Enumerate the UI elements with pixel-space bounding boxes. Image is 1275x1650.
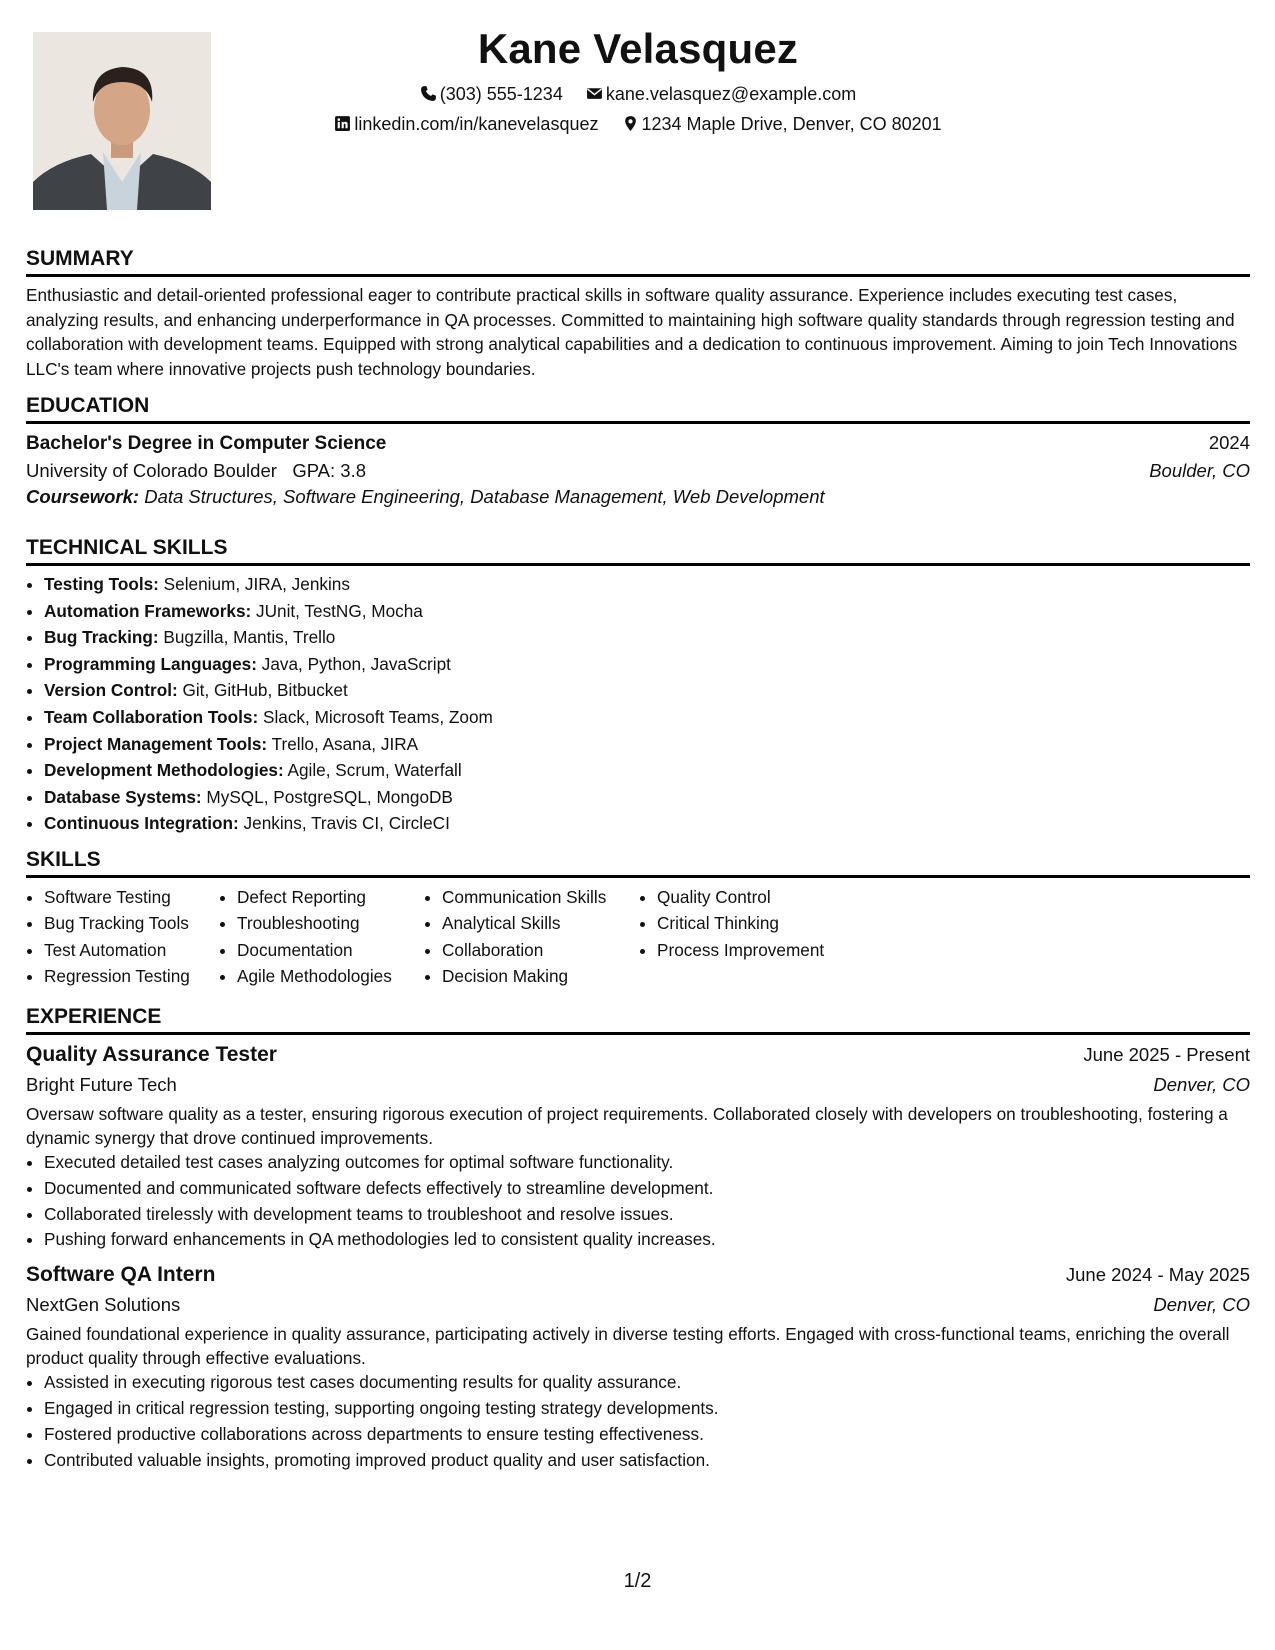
list-item [44,704,1250,731]
list-item: • Process Improvement [657,937,867,963]
job-bullets [26,1150,1250,1253]
list-item: • Defect Reporting [237,884,424,910]
list-item: • Executed detailed test cases analyzing outcomes for optimal software functionality. [44,1150,1250,1176]
gpa: GPA: 3.8 [292,460,367,481]
list-item: • Critical Thinking [657,910,867,936]
candidate-name: Kane Velasquez [477,25,799,72]
school-name: University of Colorado Boulder [26,460,277,481]
skill-label: Development Methodologies: [44,760,284,781]
education-section [26,393,1250,512]
list-item [44,784,1250,811]
coursework [26,482,1250,512]
skill-label: Project Management Tools: [44,733,268,754]
list-item [44,810,1250,837]
skill-label: Programming Languages: [44,653,257,674]
skill-value: MySQL, PostgreSQL, MongoDB [206,786,453,807]
summary-section [26,246,1250,381]
company-name: NextGen Solutions [26,1294,181,1316]
skill-label: Version Control: [44,680,178,701]
list-item: • Bug Tracking Tools [44,910,219,936]
technical-skills-list [26,571,1250,837]
job-location: Denver, CO [1153,1294,1250,1316]
skill-value: Agile, Scrum, Waterfall [287,760,462,781]
list-item: • Contributed valuable insights, promoting improved product quality and user satisfaction. [44,1448,1250,1474]
job-entry [26,1263,1250,1473]
list-item: • Assisted in executing rigorous test cases documenting results for quality assurance. [44,1370,1250,1396]
phone-text: (303) 555-1234 [439,84,563,104]
resume-header [26,22,1250,136]
job-header [26,1263,1250,1287]
skills-column-4 [639,884,867,990]
skill-value: Selenium, JIRA, Jenkins [163,574,350,594]
skill-value: Slack, Microsoft Teams, Zoom [263,706,493,727]
skill-label: Bug Tracking: [44,627,159,648]
skill-label: Database Systems: [44,786,202,807]
list-item: • Collaboration [442,937,639,963]
list-item: • Pushing forward enhancements in QA methodologies led to consistent quality increases. [44,1227,1250,1253]
job-subheader [26,1074,1250,1096]
address-text: 1234 Maple Drive, Denver, CO 80201 [641,114,942,134]
degree-title: Bachelor's Degree in Computer Science [26,433,387,454]
skill-value: Bugzilla, Mantis, Trello [163,627,336,648]
experience-section [26,1004,1250,1473]
education-row-2 [26,460,1250,482]
list-item: • Decision Making [442,963,639,989]
skills-heading: SKILLS [26,847,1250,878]
job-title: Software QA Intern [26,1263,216,1287]
linkedin-icon [334,115,351,132]
skills-column-1 [26,884,219,990]
graduation-year: 2024 [1208,432,1250,453]
skills-column-3 [424,884,639,990]
envelope-icon [586,85,603,102]
email-contact[interactable] [586,82,856,106]
list-item [44,651,1250,678]
list-item: • Quality Control [657,884,867,910]
job-header [26,1043,1250,1067]
skill-value: Java, Python, JavaScript [261,653,451,674]
skills-grid [26,884,1250,990]
job-subheader [26,1294,1250,1316]
skill-label: Team Collaboration Tools: [44,706,259,727]
skill-value: JUnit, TestNG, Mocha [256,600,423,621]
address-contact [622,112,942,136]
skill-label: Testing Tools: [44,574,159,594]
list-item: • Regression Testing [44,963,219,989]
job-entry [26,1043,1250,1253]
list-item: • Engaged in critical regression testing, supporting ongoing testing strategy developments. [44,1396,1250,1422]
contact-line-2 [26,112,1250,136]
list-item: • Test Automation [44,937,219,963]
map-pin-icon [622,115,639,132]
list-item [44,731,1250,758]
skill-label: Continuous Integration: [44,813,239,834]
list-item: • Communication Skills [442,884,639,910]
linkedin-text[interactable]: linkedin.com/in/kanevelasquez [354,114,599,134]
technical-skills-heading: TECHNICAL SKILLS [26,535,1250,566]
job-dates: June 2024 - May 2025 [1065,1264,1250,1286]
experience-heading: EXPERIENCE [26,1004,1250,1035]
list-item: • Agile Methodologies [237,963,424,989]
skill-label: Automation Frameworks: [44,600,252,621]
job-description: Oversaw software quality as a tester, ensuring rigorous execution of project requirements. Collaborated closely with developers on troubleshooting, fostering a dynamic synergy that drove continued improvements. [26,1104,1228,1148]
education-row-1 [26,432,1250,455]
skill-value: Trello, Asana, JIRA [271,733,419,754]
phone-icon [420,85,437,102]
contact-line-1 [26,82,1250,106]
list-item: • Documentation [237,937,424,963]
list-item: • Analytical Skills [442,910,639,936]
phone-contact [420,82,563,106]
skill-value: Git, GitHub, Bitbucket [182,680,348,701]
summary-heading: SUMMARY [26,246,1250,277]
page-number: 1/2 [623,1570,652,1592]
coursework-label: Coursework: [26,486,140,507]
list-item: • Documented and communicated software defects effectively to streamline development. [44,1176,1250,1202]
job-title: Quality Assurance Tester [26,1043,277,1066]
skills-section [26,847,1250,990]
school-location: Boulder, CO [1149,460,1250,481]
school-info [26,460,366,482]
job-location: Denver, CO [1153,1074,1250,1095]
list-item: • Troubleshooting [237,910,424,936]
list-item: • Fostered productive collaborations across departments to ensure testing effectiveness. [44,1422,1250,1448]
skill-value: Jenkins, Travis CI, CircleCI [243,813,450,834]
list-item [44,757,1250,784]
summary-text: Enthusiastic and detail-oriented professional eager to contribute practical skills in software quality assurance. Experience includes executing test cases, analyzing results, and enhancing underperformance in QA processes. Committed to maintaining high software quality standards through regression testing and collaboration with development teams. Equipped with strong analytical capabilities and a dedication to continuous improvement. Aiming to join Tech Innovations LLC's team where innovative projects push technology boundaries. [26,285,1238,379]
list-item [44,677,1250,704]
list-item: • Software Testing [44,884,219,910]
job-bullets [26,1370,1250,1473]
list-item [44,571,1250,598]
email-text[interactable]: kane.velasquez@example.com [605,84,857,104]
technical-skills-section [26,535,1250,837]
skills-column-2 [219,884,424,990]
education-heading: EDUCATION [26,393,1250,424]
job-dates: June 2025 - Present [1083,1044,1250,1065]
list-item [44,624,1250,651]
company-name: Bright Future Tech [26,1074,177,1095]
job-description: Gained foundational experience in quality assurance, participating actively in diverse testing efforts. Engaged with cross-functional teams, enriching the overall product quality through effective evaluations. [26,1324,1230,1369]
list-item: • Collaborated tirelessly with development teams to troubleshoot and resolve issues. [44,1202,1250,1228]
linkedin-contact[interactable] [334,112,598,136]
list-item [44,598,1250,625]
coursework-list: Data Structures, Software Engineering, Database Management, Web Development [144,486,825,507]
